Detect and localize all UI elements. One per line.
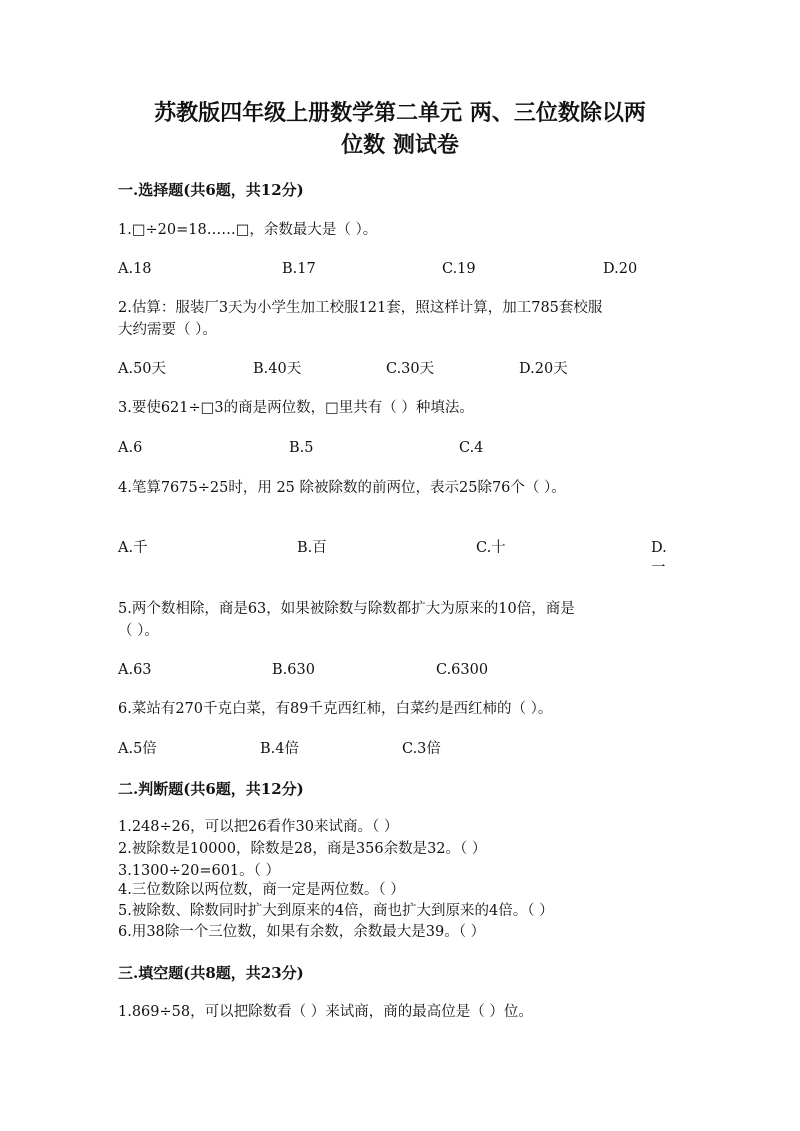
judge-question-5: 5.被除数、除数同时扩大到原来的4倍，商也扩大到原来的4倍。（ ） [118,903,554,919]
choice-question-2-line-2: 大约需要（ ）。 [118,322,217,338]
choice-1-option-d: D.20 [603,261,638,277]
choice-1-option-b: B.17 [282,261,316,277]
section-heading-choice: 一.选择题(共6题，共12分) [118,181,304,199]
choice-question-5-line-2: （ ）。 [118,623,159,639]
choice-question-3: 3.要使621÷□3的商是两位数，□里共有（ ）种填法。 [118,400,474,416]
section-heading-fill: 三.填空题(共8题，共23分) [118,964,304,982]
judge-question-3: 3.1300÷20=601。（ ） [118,863,281,879]
fill-question-1: 1.869÷58，可以把除数看（ ）来试商，商的最高位是（ ）位。 [118,1004,533,1020]
choice-1-option-a: A.18 [118,261,152,277]
choice-question-4: 4.笔算7675÷25时，用 25 除被除数的前两位，表示25除76个（ ）。 [118,480,566,496]
choice-1-option-c: C.19 [442,261,476,277]
choice-2-option-d: D.20天 [519,361,568,377]
choice-3-option-c: C.4 [459,440,484,456]
choice-2-option-b: B.40天 [253,361,302,377]
choice-6-option-a: A.5倍 [118,741,157,757]
choice-5-option-c: C.6300 [436,662,489,678]
choice-3-option-b: B.5 [289,440,314,456]
choice-2-option-a: A.50天 [118,361,167,377]
choice-question-2-line-1: 2.估算：服装厂3天为小学生加工校服121套，照这样计算，加工785套校服 [118,300,603,316]
choice-6-option-b: B.4倍 [260,741,299,757]
page-title-line-2: 位数 测试卷 [341,132,459,158]
judge-question-6: 6.用38除一个三位数，如果有余数，余数最大是39。（ ） [118,924,486,940]
judge-question-1: 1.248÷26，可以把26看作30来试商。（ ） [118,819,399,835]
choice-question-6: 6.菜站有270千克白菜，有89千克西红柿，白菜约是西红柿的（ ）。 [118,701,553,717]
choice-4-option-c: C.十 [476,540,506,556]
choice-5-option-a: A.63 [118,662,152,678]
choice-question-5-line-1: 5.两个数相除，商是63，如果被除数与除数都扩大为原来的10倍，商是 [118,601,575,617]
choice-4-option-b: B.百 [297,540,327,556]
choice-4-option-a: A.千 [118,540,148,556]
page-title-line-1: 苏教版四年级上册数学第二单元 两、三位数除以两 [154,100,646,126]
judge-question-2: 2.被除数是10000，除数是28，商是356余数是32。（ ） [118,841,487,857]
choice-2-option-c: C.30天 [386,361,435,377]
judge-question-4: 4.三位数除以两位数，商一定是两位数。（ ） [118,882,405,898]
choice-question-1: 1.□÷20=18……□，余数最大是（ ）。 [118,222,378,238]
choice-3-option-a: A.6 [118,440,143,456]
section-heading-judge: 二.判断题(共6题，共12分) [118,780,304,798]
choice-6-option-c: C.3倍 [402,741,441,757]
choice-4-option-d: D.一 [651,540,667,576]
choice-5-option-b: B.630 [272,662,315,678]
